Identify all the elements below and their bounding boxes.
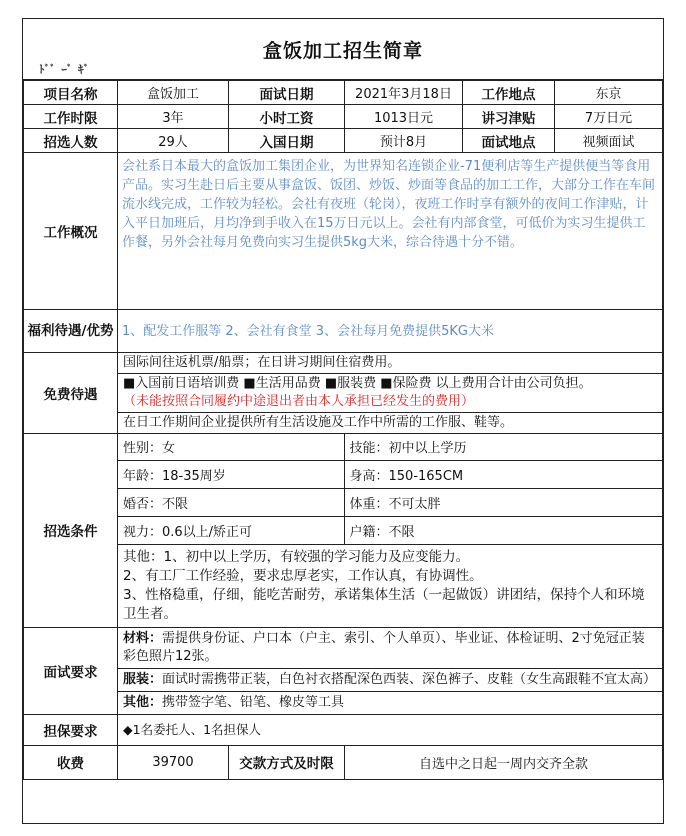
title-text: 盒饭加工招生简章 <box>262 39 423 62</box>
value-work-location: 东京 <box>555 81 663 105</box>
recruitment-sheet <box>22 18 664 824</box>
cond-marital: 婚否：不限 <box>118 488 344 516</box>
free-line-2-3 <box>118 374 662 413</box>
welfare-row <box>24 310 663 353</box>
value-payment-method: 自选中之日起一周内交齐全款 <box>345 745 663 779</box>
label-welfare: 福利待遇/优势 <box>24 310 118 353</box>
page-title <box>23 19 663 80</box>
label-training-allowance: 讲习津贴 <box>463 105 555 129</box>
cond-other-1: 其他：1、初中以上学历，有较强的学习能力及应变能力。 <box>123 548 470 565</box>
value-work-period: 3年 <box>118 105 229 129</box>
interview-row <box>24 627 663 714</box>
label-work-period: 工作时限 <box>24 105 118 129</box>
conditions-content <box>118 434 663 628</box>
label-interview-date: 面试日期 <box>229 81 345 105</box>
label-interview: 面试要求 <box>24 627 118 714</box>
other-text: 携带签字笔、铅笔、橡皮等工具 <box>162 694 345 710</box>
cond-vision: 视力：0.6以上/矫正可 <box>118 516 344 544</box>
label-conditions: 招选条件 <box>24 434 118 628</box>
free-line-1: 国际间往返机票/船票；在日讲习期间住宿费用。 <box>118 353 662 374</box>
overview-text: 会社系日本最大的盒饭加工集团企业，为世界知名连锁企业-71便利店等生产提供便当等食用产品。实习生赴日后主要从事盒饭、饭团、炒饭、炒面等食品的加工工作，大部分工作在车间流水线完成，工作较为轻松。会社有夜班（轮岗），夜班工作时享有额外的夜间工作津贴，计入平日加班后，月均净到手收入在15万日元以上。会社有内部食堂，可低价为实习生提供工作餐，另外会社每月免费向实习生提供5kg大米，综合待遇十分不错。 <box>118 153 663 310</box>
label-overview: 工作概况 <box>24 153 118 310</box>
value-fee: 39700 <box>118 745 229 779</box>
free-line-4: 在日工作期间企业提供所有生活设施及工作中所需的工作服、鞋等。 <box>123 415 514 430</box>
interview-materials <box>118 628 662 669</box>
basic-row-2 <box>24 105 663 129</box>
label-hourly-wage: 小时工资 <box>229 105 345 129</box>
welfare-text: 1、配发工作服等 2、会社有食堂 3、会社每月免费提供5KG大米 <box>118 310 663 353</box>
label-payment-method: 交款方式及时限 <box>229 745 345 779</box>
guarantee-row <box>24 714 663 745</box>
conditions-row <box>24 434 663 628</box>
label-work-location: 工作地点 <box>463 81 555 105</box>
label-entry-date: 入国日期 <box>229 129 345 153</box>
free-line-3: （未能按照合同履约中途退出者由本人承担已经发生的费用） <box>123 394 475 409</box>
cond-other-3: 3、性格稳重，仔细，能吃苦耐劳，承诺集体生活（一起做饭）讲团结，保持个人和环境卫生者。 <box>123 586 645 622</box>
free-line-2: ■入国前日语培训费 ■生活用品费 ■服装费 ■保险费 以上费用合计由公司负担。 <box>123 376 592 391</box>
basic-row-3 <box>24 129 663 153</box>
value-headcount: 29人 <box>118 129 229 153</box>
interview-clothing <box>118 668 662 691</box>
basic-row-1 <box>24 81 663 105</box>
interview-other <box>118 691 662 714</box>
value-project-name: 盒饭加工 <box>118 81 229 105</box>
cond-age: 年龄：18-35周岁 <box>118 460 344 488</box>
label-free: 免费待遇 <box>24 353 118 434</box>
materials-key: 材料： <box>123 630 163 646</box>
cond-weight: 体重：不可太胖 <box>344 488 662 516</box>
value-entry-date: 预计8月 <box>345 129 463 153</box>
clothing-key: 服装： <box>123 671 163 687</box>
materials-text: 需提供身份证、户口本（户主、索引、个人单页）、毕业证、体检证明、2寸免冠正装彩色照片12张。 <box>123 630 645 664</box>
cond-gender: 性别：女 <box>118 434 344 460</box>
overview-row <box>24 153 663 310</box>
label-headcount: 招选人数 <box>24 129 118 153</box>
value-interview-date: 2021年3月18日 <box>345 81 463 105</box>
free-content <box>118 353 663 434</box>
label-guarantee: 担保要求 <box>24 714 118 745</box>
interview-content <box>118 627 663 714</box>
value-interview-location: 视频面试 <box>555 129 663 153</box>
handwritten-mark: ﾄﾞﾞ ｰﾞ ｷﾞ <box>39 63 91 76</box>
label-fee: 收费 <box>24 745 118 779</box>
cond-household: 户籍：不限 <box>344 516 662 544</box>
label-project-name: 项目名称 <box>24 81 118 105</box>
other-key: 其他： <box>123 694 163 710</box>
fee-row <box>24 745 663 779</box>
label-interview-location: 面试地点 <box>463 129 555 153</box>
clothing-text: 面试时需携带正装，白色衬衣搭配深色西装、深色裤子、皮鞋（女生高跟鞋不宜太高） <box>162 671 657 687</box>
value-training-allowance: 7万日元 <box>555 105 663 129</box>
cond-other-2: 2、有工厂工作经验，要求忠厚老实，工作认真，有协调性。 <box>123 567 483 584</box>
cond-other <box>118 544 662 627</box>
cond-skill: 技能：初中以上学历 <box>344 434 662 460</box>
cond-height: 身高：150-165CM <box>344 460 662 488</box>
free-row <box>24 353 663 434</box>
value-hourly-wage: 1013日元 <box>345 105 463 129</box>
info-table <box>23 80 663 780</box>
guarantee-text: ◆1名委托人、1名担保人 <box>118 714 663 745</box>
